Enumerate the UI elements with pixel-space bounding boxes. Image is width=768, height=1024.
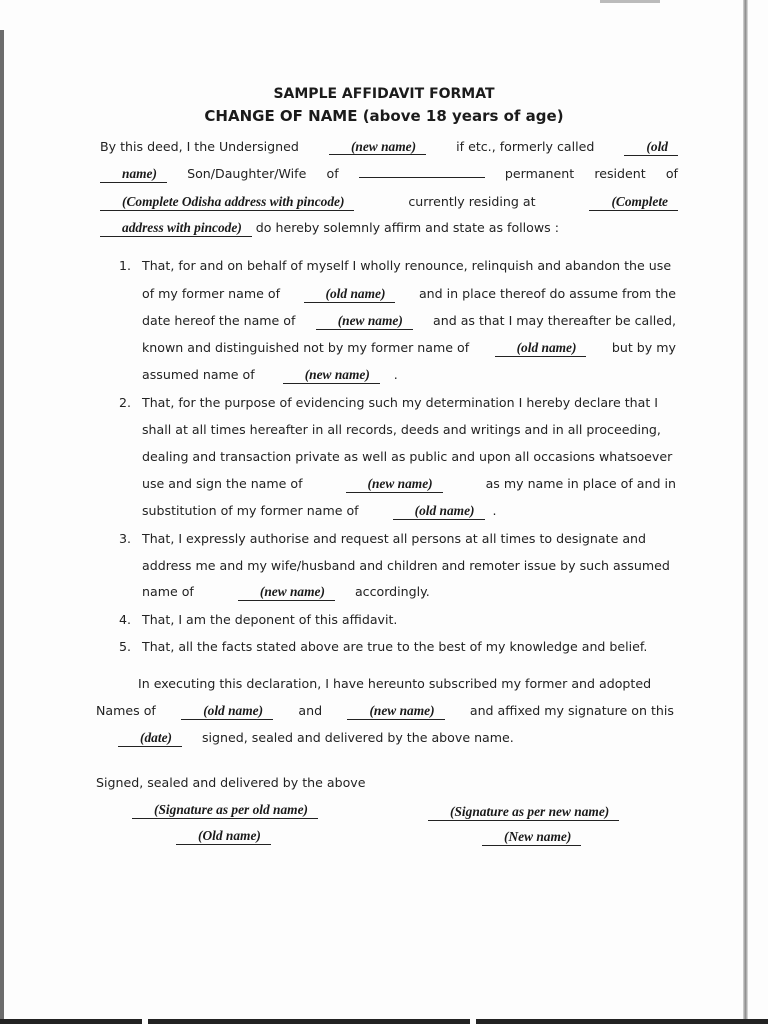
date-field: (date)	[118, 730, 182, 747]
signature-new-name: (Signature as per new name)	[390, 804, 619, 821]
scan-edge-left	[0, 30, 4, 1020]
item-1-line-2: of my former name of (old name) and in place thereof do assume from the	[142, 286, 676, 301]
closing-line-3: (date) signed, sealed and delivered by the above name.	[96, 730, 518, 747]
intro-line-1: By this deed, I the Undersigned (new name) if etc., formerly called (old	[100, 139, 678, 156]
item-2-line-1: That, for the purpose of evidencing such my determination I hereby declare that I	[142, 395, 658, 410]
parent-name-blank	[359, 166, 485, 178]
item-1-line-4: known and distinguished not by my former name of (old name) but by my	[142, 340, 676, 355]
item-3-line-2: address me and my wife/husband and children and remoter issue by such assumed	[142, 558, 670, 573]
current-address-field: (Complete	[589, 194, 678, 211]
item-4-line-1: That, I am the deponent of this affidavit.	[142, 612, 398, 627]
item-number: 3.	[119, 531, 132, 546]
item-2-line-3: dealing and transaction private as well as public and upon all occasions whatsoever	[142, 449, 673, 464]
odisha-address-field: (Complete Odisha address with pincode)	[100, 194, 354, 211]
scan-edge-right	[743, 0, 748, 1024]
intro-line-4: address with pincode) do hereby solemnly affirm and state as follows :	[100, 220, 563, 237]
item-2-line-2: shall at all times hereafter in all records, deeds and writings and in all proceeding,	[142, 422, 661, 437]
item-number: 2.	[119, 395, 132, 410]
item-number: 1.	[119, 258, 132, 273]
document-subtitle: CHANGE OF NAME (above 18 years of age)	[204, 107, 564, 125]
document-title: SAMPLE AFFIDAVIT FORMAT	[273, 86, 495, 102]
intro-line-3: (Complete Odisha address with pincode) currently residing at (Complete	[100, 194, 678, 211]
closing-line-1: In executing this declaration, I have hereunto subscribed my former and adopted	[138, 676, 652, 691]
signed-line: Signed, sealed and delivered by the above	[96, 775, 366, 790]
item-3-line-3: name of (new name) accordingly.	[142, 584, 430, 599]
signature-old-name: (Signature as per old name)	[96, 802, 318, 819]
item-number: 4.	[119, 612, 132, 627]
scan-edge-top	[600, 0, 660, 3]
item-2-line-4: use and sign the name of (new name) as my name in place of and in	[142, 476, 676, 491]
old-name-label: (Old name)	[138, 828, 271, 845]
new-name-field: (new name)	[329, 139, 426, 155]
intro-line-2: name) Son/Daughter/Wife of permanent resident of	[100, 166, 678, 183]
new-name-label: (New name)	[444, 829, 581, 846]
item-number: 5.	[119, 639, 132, 654]
closing-line-2: Names of (old name) and (new name) and affixed my signature on this	[96, 703, 674, 718]
old-name-field: (old	[624, 139, 678, 156]
item-2-line-5: substitution of my former name of (old name) .	[142, 503, 497, 518]
item-3-line-1: That, I expressly authorise and request all persons at all times to designate and	[142, 531, 647, 546]
item-5-line-1: That, all the facts stated above are true to the best of my knowledge and belief.	[142, 639, 648, 654]
item-1-line-1: That, for and on behalf of myself I wholly renounce, relinquish and abandon the use	[142, 258, 672, 273]
item-1-line-5: assumed name of (new name) .	[142, 367, 398, 382]
scan-edge-bottom	[0, 1019, 768, 1024]
item-1-line-3: date hereof the name of (new name) and as that I may thereafter be called,	[142, 313, 676, 328]
